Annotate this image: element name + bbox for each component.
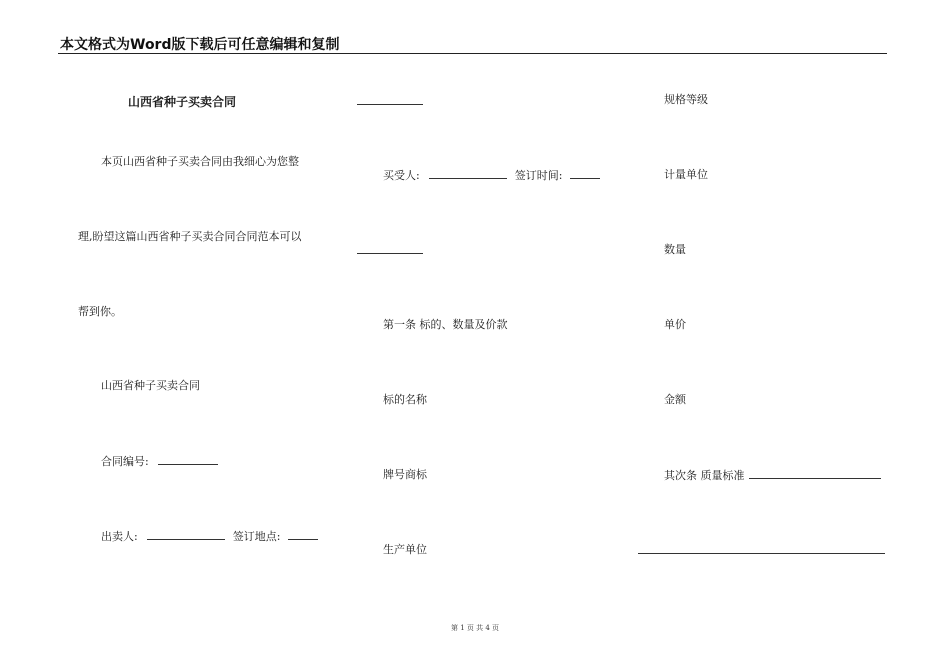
contract-number-row [101, 454, 218, 469]
blank-line-middle [357, 253, 423, 254]
spec-grade-label: 规格等级 [664, 93, 708, 106]
buyer-blank [429, 168, 507, 179]
article-2-heading: 其次条 质量标准 [664, 469, 745, 482]
amount-label: 金额 [664, 393, 686, 406]
quantity-label: 数量 [664, 243, 686, 256]
buyer-label: 买受人: [383, 169, 420, 182]
sign-time-label: 签订时间: [514, 169, 563, 182]
sign-time-blank [570, 168, 600, 179]
sign-place-label: 签订地点: [232, 530, 281, 543]
quality-standard-blank [749, 468, 881, 479]
contract-number-label: 合同编号: [101, 455, 149, 468]
brand-label: 牌号商标 [383, 468, 427, 481]
contract-subtitle: 山西省种子买卖合同 [101, 379, 200, 392]
header-divider [58, 53, 887, 54]
contract-number-blank [158, 454, 218, 465]
document-title: 山西省种子买卖合同 [128, 95, 237, 109]
intro-line-2: 理,盼望这篇山西省种子买卖合同合同范本可以 [78, 230, 302, 243]
seller-blank [147, 529, 225, 540]
buyer-row [383, 168, 600, 183]
page-number: 第 1 页 共 4 页 [450, 624, 500, 632]
blank-line-top [357, 104, 423, 105]
unit-price-label: 单价 [664, 318, 686, 331]
article-2-row [664, 468, 881, 483]
sign-place-blank [288, 529, 318, 540]
document-header: 本文格式为Word版下载后可任意编辑和复制 [60, 37, 340, 53]
intro-line-3: 帮到你。 [78, 305, 122, 318]
seller-row [101, 529, 318, 544]
item-name-label: 标的名称 [383, 393, 427, 406]
blank-line-bottom [638, 553, 885, 554]
measure-unit-label: 计量单位 [664, 168, 708, 181]
article-1-heading: 第一条 标的、数量及价款 [383, 318, 508, 331]
seller-label: 出卖人: [101, 530, 138, 543]
intro-line-1: 本页山西省种子买卖合同由我细心为您整 [101, 155, 299, 168]
producer-label: 生产单位 [383, 543, 427, 556]
